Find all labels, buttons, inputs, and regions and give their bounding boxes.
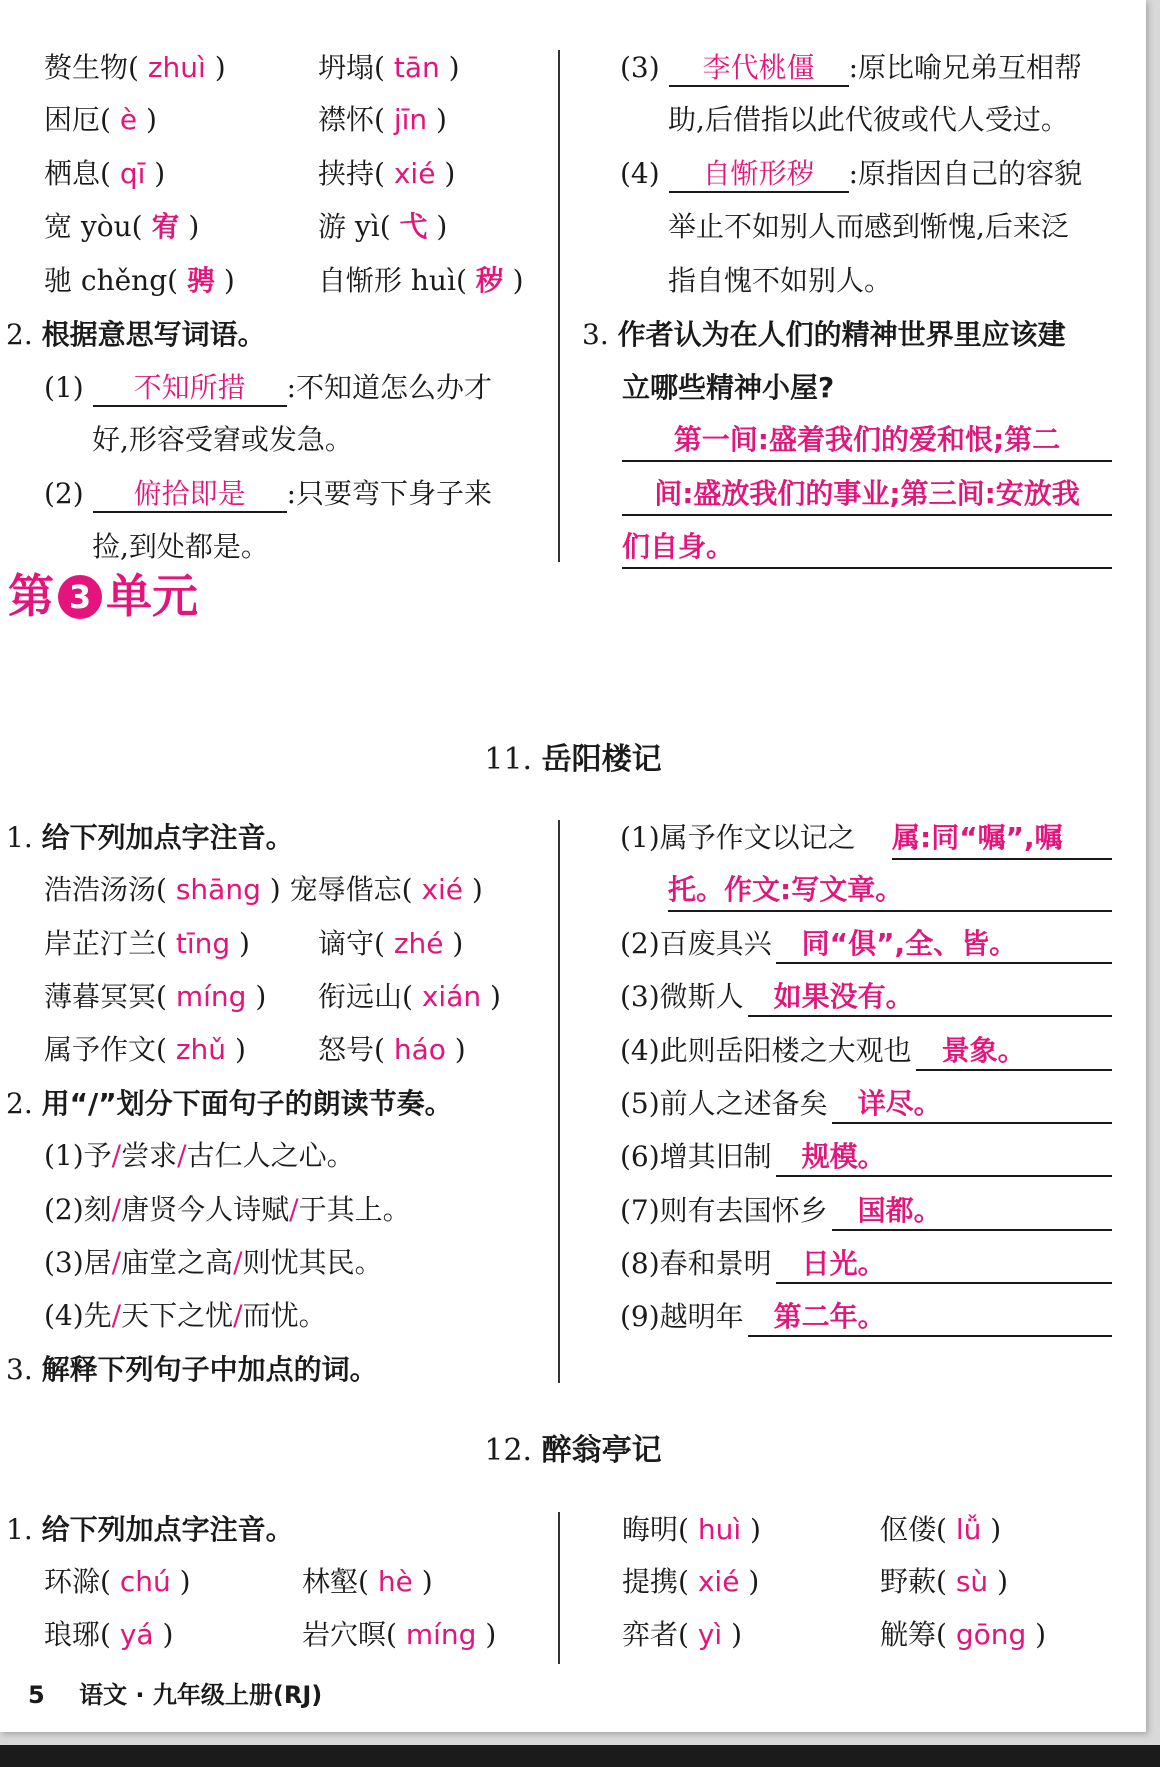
explain-item: (1)属予作文以记之: [620, 821, 856, 854]
define-item: (2) 俯拾即是 :只要弯下身子来: [44, 474, 492, 514]
unit-number-badge: 3: [58, 575, 102, 619]
pinyin-row: 属予作文( zhǔ ): [44, 1033, 246, 1066]
answer-line: 详尽。: [832, 1084, 1112, 1124]
question-3: 3. 解释下列句子中加点的词。: [6, 1353, 378, 1386]
pinyin-row: 岸芷汀兰( tīng ): [44, 927, 250, 960]
explain-item: (8)春和景明: [620, 1247, 772, 1280]
pinyin-row: 弈者( yì ): [622, 1618, 743, 1651]
pinyin-row: 觥筹( gōng ): [880, 1618, 1047, 1651]
answer-line: 如果没有。: [748, 977, 1112, 1017]
define-item: (1) 不知所措 :不知道怎么办才: [44, 368, 492, 408]
pinyin-row: 伛偻( lǚ ): [880, 1513, 1002, 1546]
pinyin-row: 浩浩汤汤( shāng ) 宠辱偕忘( xié ): [44, 873, 483, 906]
rhythm-item: (3)居/庙堂之高/则忧其民。: [44, 1246, 383, 1279]
pinyin-row: 环滁( chú ): [44, 1565, 191, 1598]
pinyin-row: 怒号( háo ): [318, 1033, 466, 1066]
unit-heading: 第 3 单元: [8, 569, 198, 623]
page-footer: [28, 1675, 322, 1710]
explain-item: (4)此则岳阳楼之大观也: [620, 1034, 912, 1067]
question-3-cont: 立哪些精神小屋?: [622, 371, 835, 404]
define-item-cont: 好,形容受窘或发急。: [92, 423, 353, 456]
answer-line: 间:盛放我们的事业;第三间:安放我: [622, 474, 1112, 516]
column-divider: [558, 50, 560, 562]
pinyin-row: 琅琊( yá ): [44, 1618, 174, 1651]
column-divider: [558, 1512, 560, 1664]
pinyin-row: 驰 chěng( 骋 ): [44, 264, 235, 297]
answer-line: 景象。: [916, 1031, 1112, 1071]
pinyin-row: 林壑( hè ): [302, 1565, 433, 1598]
pinyin-row: 赘生物( zhuì ): [44, 51, 226, 84]
answer-line: 规模。: [776, 1137, 1112, 1177]
pinyin-row: 襟怀( jīn ): [318, 103, 447, 136]
question-1: 1. 给下列加点字注音。: [6, 1513, 294, 1546]
answer-line: 托。作文:写文章。: [668, 870, 1112, 912]
answer-line: 日光。: [776, 1244, 1112, 1284]
define-item-cont: 举止不如别人而感到惭愧,后来泛: [668, 210, 1069, 243]
pinyin-row: 困厄( è ): [44, 103, 157, 136]
bottom-bar: [0, 1745, 1160, 1767]
pinyin-row: 衔远山( xián ): [318, 980, 501, 1013]
explain-item: (2)百废具兴: [620, 927, 772, 960]
answer-line: 第一间:盛着我们的爱和恨;第二: [622, 420, 1112, 462]
question-1: 1. 给下列加点字注音。: [6, 821, 294, 854]
question-3: 3. 作者认为在人们的精神世界里应该建: [582, 318, 1066, 351]
rhythm-item: (2)刻/唐贤今人诗赋/于其上。: [44, 1193, 411, 1226]
answer-line: 同“俱”,全、皆。: [776, 924, 1112, 964]
question-2: 2. 用“/”划分下面句子的朗读节奏。: [6, 1087, 453, 1120]
answer-line: 国都。: [832, 1191, 1112, 1231]
pinyin-row: 提携( xié ): [622, 1565, 760, 1598]
define-item-cont: 助,后借指以此代彼或代人受过。: [668, 103, 1069, 136]
answer-line: 们自身。: [622, 527, 1112, 569]
explain-item: (5)前人之述备矣: [620, 1087, 828, 1120]
answer-line: 第二年。: [748, 1297, 1112, 1337]
explain-item: (9)越明年: [620, 1300, 744, 1333]
define-item: (4) 自惭形秽 :原指因自己的容貌: [620, 154, 1082, 194]
rhythm-item: (1)予/尝求/古仁人之心。: [44, 1139, 355, 1172]
pinyin-row: 自惭形 huì( 秽 ): [318, 264, 524, 297]
define-item: (3) 李代桃僵 :原比喻兄弟互相帮: [620, 48, 1082, 88]
lesson-12-title: 12. 醉翁亭记: [484, 1433, 662, 1468]
explain-item: (6)增其旧制: [620, 1140, 772, 1173]
explain-item: (3)微斯人: [620, 980, 744, 1013]
pinyin-row: 坍塌( tān ): [318, 51, 460, 84]
pinyin-row: 挟持( xié ): [318, 157, 456, 190]
lesson-11-title: 11. 岳阳楼记: [484, 742, 662, 777]
pinyin-row: 栖息( qī ): [44, 157, 166, 190]
define-item-cont: 捡,到处都是。: [92, 530, 269, 563]
book-title: 语文 · 九年级上册(RJ): [79, 1681, 323, 1709]
explain-item: (7)则有去国怀乡: [620, 1194, 828, 1227]
pinyin-row: 宽 yòu( 宥 ): [44, 210, 200, 243]
page-number: 5: [28, 1681, 45, 1709]
rhythm-item: (4)先/天下之忧/而忧。: [44, 1299, 327, 1332]
pinyin-row: 谪守( zhé ): [318, 927, 464, 960]
answer-line: 属:同“嘱”,嘱: [892, 818, 1112, 860]
pinyin-row: 游 yì( 弋 ): [318, 210, 448, 243]
pinyin-row: 野蔌( sù ): [880, 1565, 1009, 1598]
column-divider: [558, 820, 560, 1383]
question-2: 2. 根据意思写词语。: [6, 318, 266, 351]
pinyin-row: 薄暮冥冥( míng ): [44, 980, 267, 1013]
pinyin-row: 岩穴暝( míng ): [302, 1618, 497, 1651]
define-item-cont: 指自愧不如别人。: [668, 264, 893, 297]
pinyin-row: 晦明( huì ): [622, 1513, 761, 1546]
